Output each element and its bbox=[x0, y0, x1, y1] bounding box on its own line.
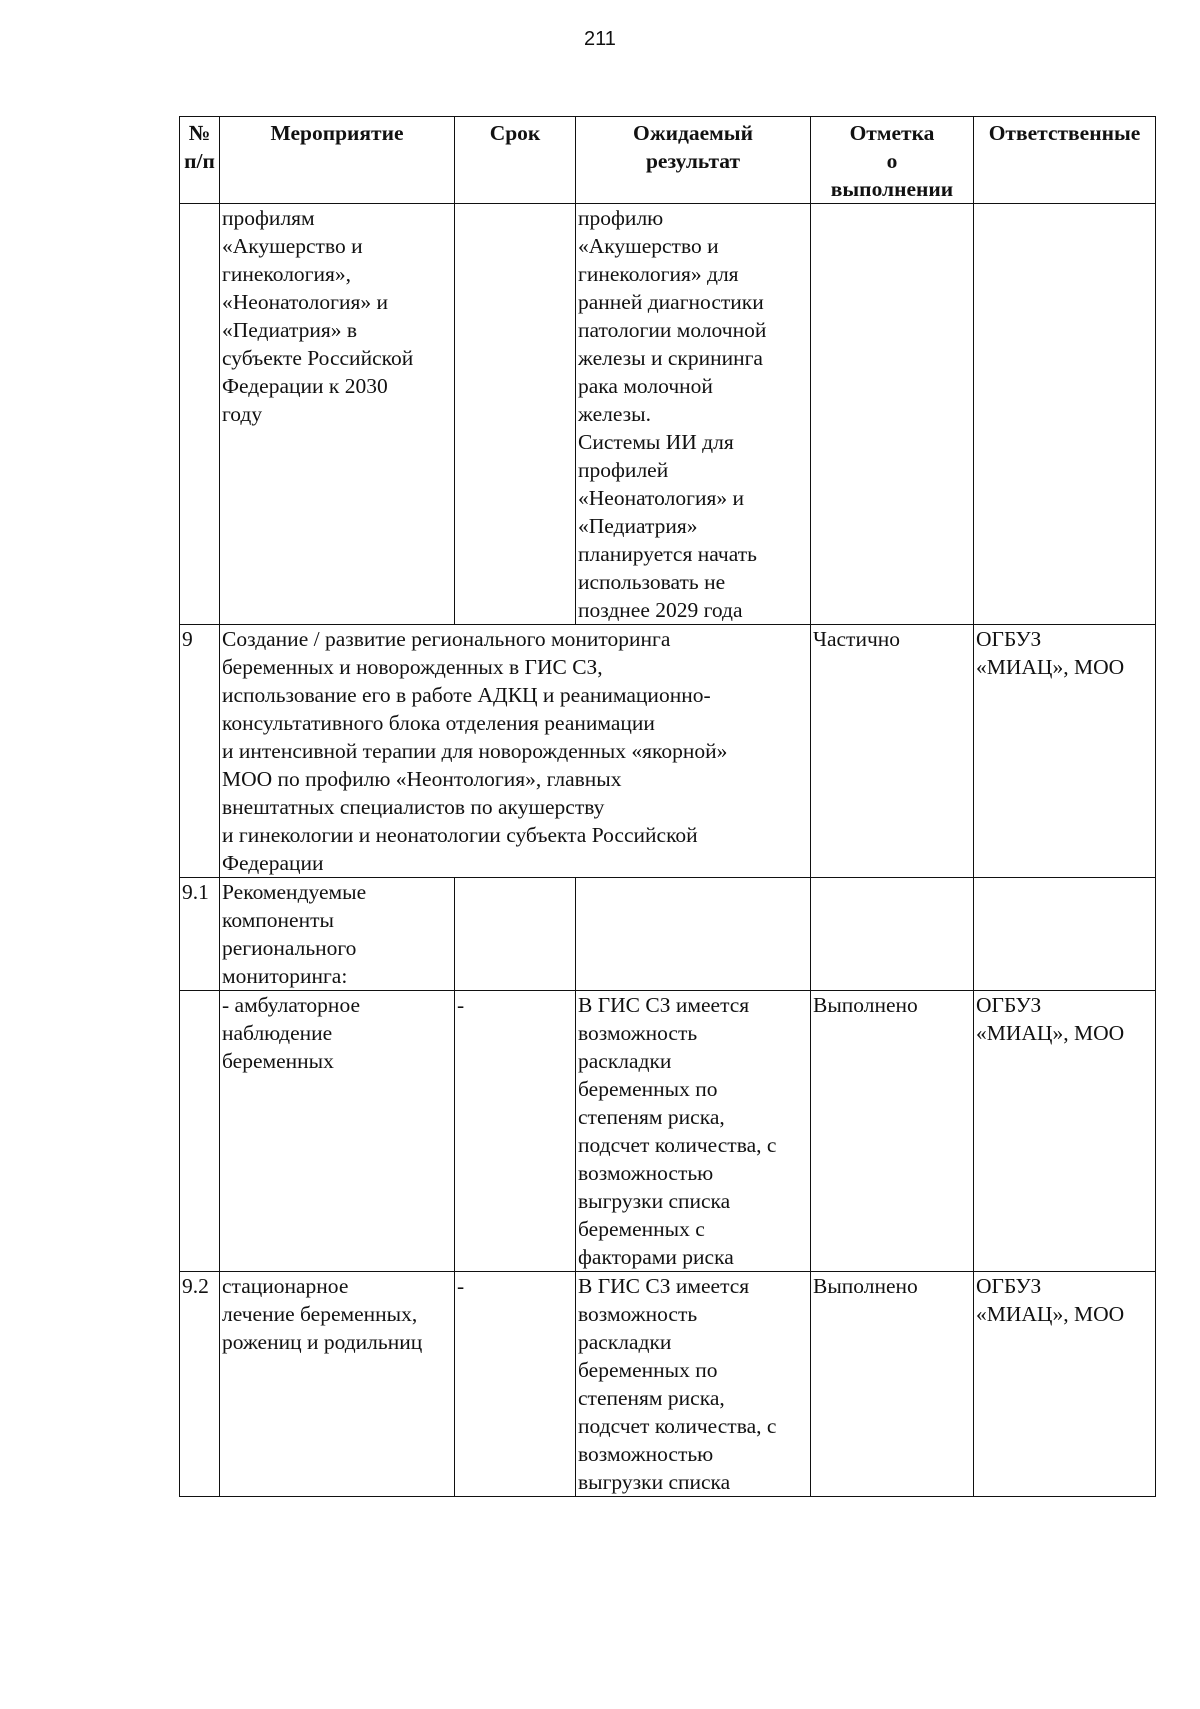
cell-event: Создание / развитие регионального мониторинга беременных и новорожденных в ГИС СЗ, использование его в работе АДКЦ и реанимационно- консультативного блока отделения реанимации и интенсивной терапии для новорожденных «якорной» МОО по профилю «Неонтология», главных внештатных специалистов по акушерству и гинекологии и неонатологии субъекта Российской Федерации bbox=[220, 625, 811, 878]
cell-number: 9.2 bbox=[180, 1272, 220, 1497]
cell-responsible bbox=[974, 204, 1156, 625]
cell-mark bbox=[811, 878, 974, 991]
cell-term: - bbox=[455, 1272, 576, 1497]
header-responsible: Ответственные bbox=[974, 117, 1156, 204]
table-row bbox=[180, 625, 1156, 878]
cell-number bbox=[180, 991, 220, 1272]
table-header-row bbox=[180, 117, 1156, 204]
cell-event: профилям «Акушерство и гинекология», «Неонатология» и «Педиатрия» в субъекте Российской Федерации к 2030 году bbox=[220, 204, 455, 625]
cell-responsible: ОГБУЗ «МИАЦ», МОО bbox=[974, 1272, 1156, 1497]
cell-responsible bbox=[974, 878, 1156, 991]
measures-table bbox=[179, 116, 1156, 1497]
cell-term: - bbox=[455, 991, 576, 1272]
cell-event: Рекомендуемые компоненты регионального мониторинга: bbox=[220, 878, 455, 991]
page-number: 211 bbox=[584, 28, 616, 50]
cell-number: 9 bbox=[180, 625, 220, 878]
cell-mark bbox=[811, 204, 974, 625]
cell-result: В ГИС СЗ имеется возможность раскладки беременных по степеням риска, подсчет количества, с возможностью выгрузки списка bbox=[576, 1272, 811, 1497]
cell-result: профилю «Акушерство и гинекология» для ранней диагностики патологии молочной железы и скрининга рака молочной железы. Системы ИИ для профилей «Неонатология» и «Педиатрия» планируется начать использовать не позднее 2029 года bbox=[576, 204, 811, 625]
cell-event: стационарное лечение беременных, рожениц и родильниц bbox=[220, 1272, 455, 1497]
cell-mark: Выполнено bbox=[811, 991, 974, 1272]
header-mark: Отметка о выполнении bbox=[811, 117, 974, 204]
cell-number: 9.1 bbox=[180, 878, 220, 991]
cell-term bbox=[455, 204, 576, 625]
cell-term bbox=[455, 878, 576, 991]
table-row bbox=[180, 1272, 1156, 1497]
cell-responsible: ОГБУЗ «МИАЦ», МОО bbox=[974, 625, 1156, 878]
header-event: Мероприятие bbox=[220, 117, 455, 204]
table-row bbox=[180, 204, 1156, 625]
cell-mark: Выполнено bbox=[811, 1272, 974, 1497]
cell-result bbox=[576, 878, 811, 991]
header-term: Срок bbox=[455, 117, 576, 204]
cell-result: В ГИС СЗ имеется возможность раскладки беременных по степеням риска, подсчет количества, с возможностью выгрузки списка беременных с факторами риска bbox=[576, 991, 811, 1272]
cell-responsible: ОГБУЗ «МИАЦ», МОО bbox=[974, 991, 1156, 1272]
cell-event: - амбулаторное наблюдение беременных bbox=[220, 991, 455, 1272]
header-result: Ожидаемый результат bbox=[576, 117, 811, 204]
cell-mark: Частично bbox=[811, 625, 974, 878]
header-number: № п/п bbox=[180, 117, 220, 204]
table-row bbox=[180, 878, 1156, 991]
table-row bbox=[180, 991, 1156, 1272]
cell-number bbox=[180, 204, 220, 625]
